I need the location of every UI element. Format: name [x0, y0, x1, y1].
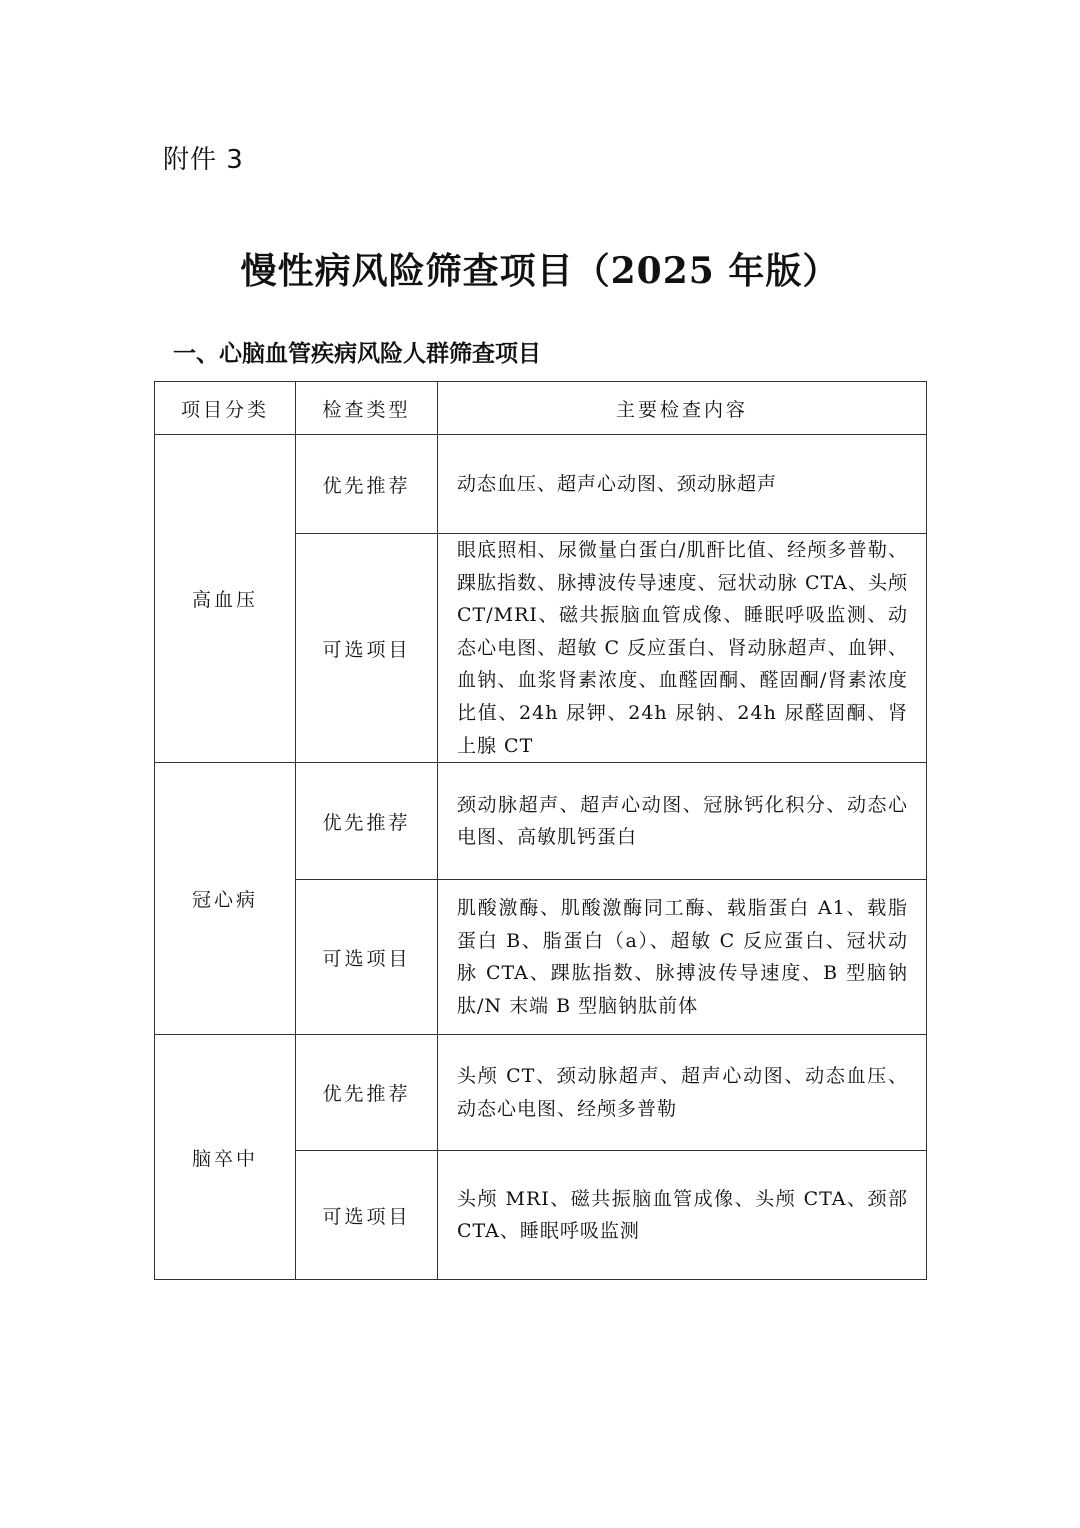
check-type-cell: 优先推荐: [296, 1035, 438, 1151]
section-heading: 一、心脑血管疾病风险人群筛查项目: [173, 341, 541, 367]
attachment-label: 附件 3: [163, 145, 244, 175]
check-type-cell: 优先推荐: [296, 763, 438, 880]
check-type-cell: 可选项目: [296, 534, 438, 763]
category-stroke: 脑卒中: [155, 1035, 296, 1280]
category-hypertension: 高血压: [155, 435, 296, 763]
content-cell: 眼底照相、尿微量白蛋白/肌酐比值、经颅多普勒、踝肱指数、脉搏波传导速度、冠状动脉 CTA、头颅 CT/MRI、磁共振脑血管成像、睡眠呼吸监测、动态心电图、超敏 C 反应蛋白、肾动脉超声、血钾、血钠、血浆肾素浓度、血醛固酮、醛固酮/肾素浓度比值、24h 尿钾、24h 尿钠、24h 尿醛固酮、肾上腺 CT: [438, 534, 927, 763]
content-cell: 头颅 MRI、磁共振脑血管成像、头颅 CTA、颈部 CTA、睡眠呼吸监测: [438, 1151, 927, 1280]
category-coronary-heart-disease: 冠心病: [155, 763, 296, 1035]
document-title: 慢性病风险筛查项目（2025 年版）: [240, 250, 840, 292]
content-cell: 肌酸激酶、肌酸激酶同工酶、载脂蛋白 A1、载脂蛋白 B、脂蛋白（a）、超敏 C 反应蛋白、冠状动脉 CTA、踝肱指数、脉搏波传导速度、B 型脑钠肽/N 末端 B 型脑钠肽前体: [438, 880, 927, 1035]
header-category: 项目分类: [155, 382, 296, 435]
table-row: [155, 1035, 927, 1151]
content-cell: 颈动脉超声、超声心动图、冠脉钙化积分、动态心电图、高敏肌钙蛋白: [438, 763, 927, 880]
table-row: [155, 763, 927, 880]
table-row: [155, 435, 927, 534]
header-content: 主要检查内容: [438, 382, 927, 435]
screening-table: [154, 381, 927, 1280]
content-cell: 动态血压、超声心动图、颈动脉超声: [438, 435, 927, 534]
content-cell: 头颅 CT、颈动脉超声、超声心动图、动态血压、动态心电图、经颅多普勒: [438, 1035, 927, 1151]
check-type-cell: 可选项目: [296, 1151, 438, 1280]
check-type-cell: 优先推荐: [296, 435, 438, 534]
header-check-type: 检查类型: [296, 382, 438, 435]
table-header-row: [155, 382, 927, 435]
check-type-cell: 可选项目: [296, 880, 438, 1035]
